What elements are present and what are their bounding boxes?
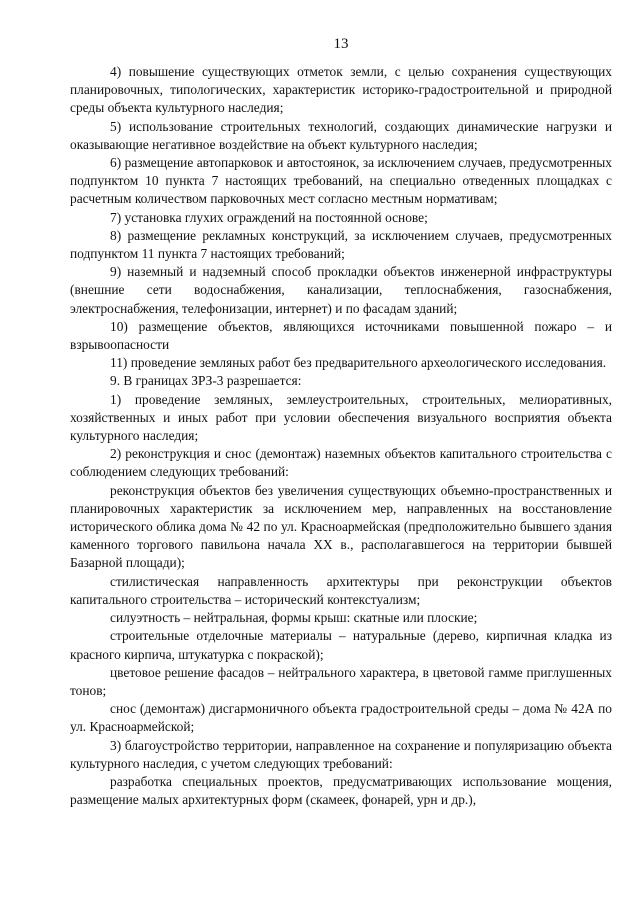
paragraph-item-10: 10) размещение объектов, являющихся источниками повышенной пожаро – и взрывоопасности	[70, 318, 612, 353]
paragraph-item-6: 6) размещение автопарковок и автостоянок, за исключением случаев, предусмотренных подпунктом 10 пункта 7 настоящих требований, на специально отведенных площадках с расчетным количеством парковочных мест согласно местным нормативам;	[70, 155, 612, 207]
paragraph-item-4: 4) повышение существующих отметок земли, с целью сохранения существующих планировочных, типологических, характеристик историко-градостроительной и природной среды объекта культурного наследия;	[70, 64, 612, 116]
paragraph-item-5: 5) использование строительных технологий, создающих динамические нагрузки и оказывающие негативное воздействие на объект культурного наследия;	[70, 118, 612, 152]
requirement-materials: строительные отделочные материалы – натуральные (дерево, кирпичная кладка из красного кирпича, штукатурка с покраской);	[70, 628, 612, 662]
requirement-reconstruction: реконструкция объектов без увеличения существующих объемно-пространственных и планировочных характеристик за исключением мер, направленных на восстановление исторического облика дома № 42 по ул. Красноармейская (предположительно бывшего здания каменного торгового павильона начала XX в., располагавшегося на территории бывшей Базарной площади);	[70, 482, 612, 571]
requirement-silhouette: силуэтность – нейтральная, формы крыш: скатные или плоские;	[110, 610, 478, 626]
permitted-item-2: 2) реконструкция и снос (демонтаж) наземных объектов капитального строительства с соблюдением следующих требований:	[70, 446, 612, 480]
document-body	[70, 63, 612, 809]
section-heading-9: 9. В границах ЗРЗ-3 разрешается:	[110, 373, 302, 389]
permitted-item-1: 1) проведение земляных, землеустроительных, строительных, мелиоративных, хозяйственных и иных работ при условии обеспечения визуального восприятия объекта культурного наследия;	[70, 391, 612, 444]
page-number: 13	[333, 36, 349, 52]
paragraph-item-8: 8) размещение рекламных конструкций, за исключением случаев, предусмотренных подпунктом 11 пункта 7 настоящих требований;	[70, 227, 612, 262]
paragraph-item-9: 9) наземный и надземный способ прокладки объектов инженерной инфраструктуры (внешние сети водоснабжения, канализации, теплоснабжения, газоснабжения, электроснабжения, телефонизации, интернет) и по фасадам зданий;	[70, 264, 612, 316]
requirement-special-projects: разработка специальных проектов, предусматривающих использование мощения, размещение малых архитектурных форм (скамеек, фонарей, урн и др.),	[70, 773, 612, 808]
requirement-facade-color: цветовое решение фасадов – нейтрального характера, в цветовой гамме приглушенных тонов;	[70, 664, 612, 698]
paragraph-item-7: 7) установка глухих ограждений на постоянной основе;	[110, 209, 428, 225]
paragraph-item-11: 11) проведение земляных работ без предварительного археологического исследования.	[110, 355, 607, 371]
requirement-demolition: снос (демонтаж) дисгармоничного объекта градостроительной среды – дома № 42А по ул. Красноармейской;	[70, 701, 612, 735]
requirement-architecture-style: стилистическая направленность архитектуры при реконструкции объектов капитального строительства – исторический контекстуализм;	[70, 573, 612, 607]
permitted-item-3: 3) благоустройство территории, направленное на сохранение и популяризацию объекта культурного наследия, с учетом следующих требований:	[70, 737, 612, 771]
